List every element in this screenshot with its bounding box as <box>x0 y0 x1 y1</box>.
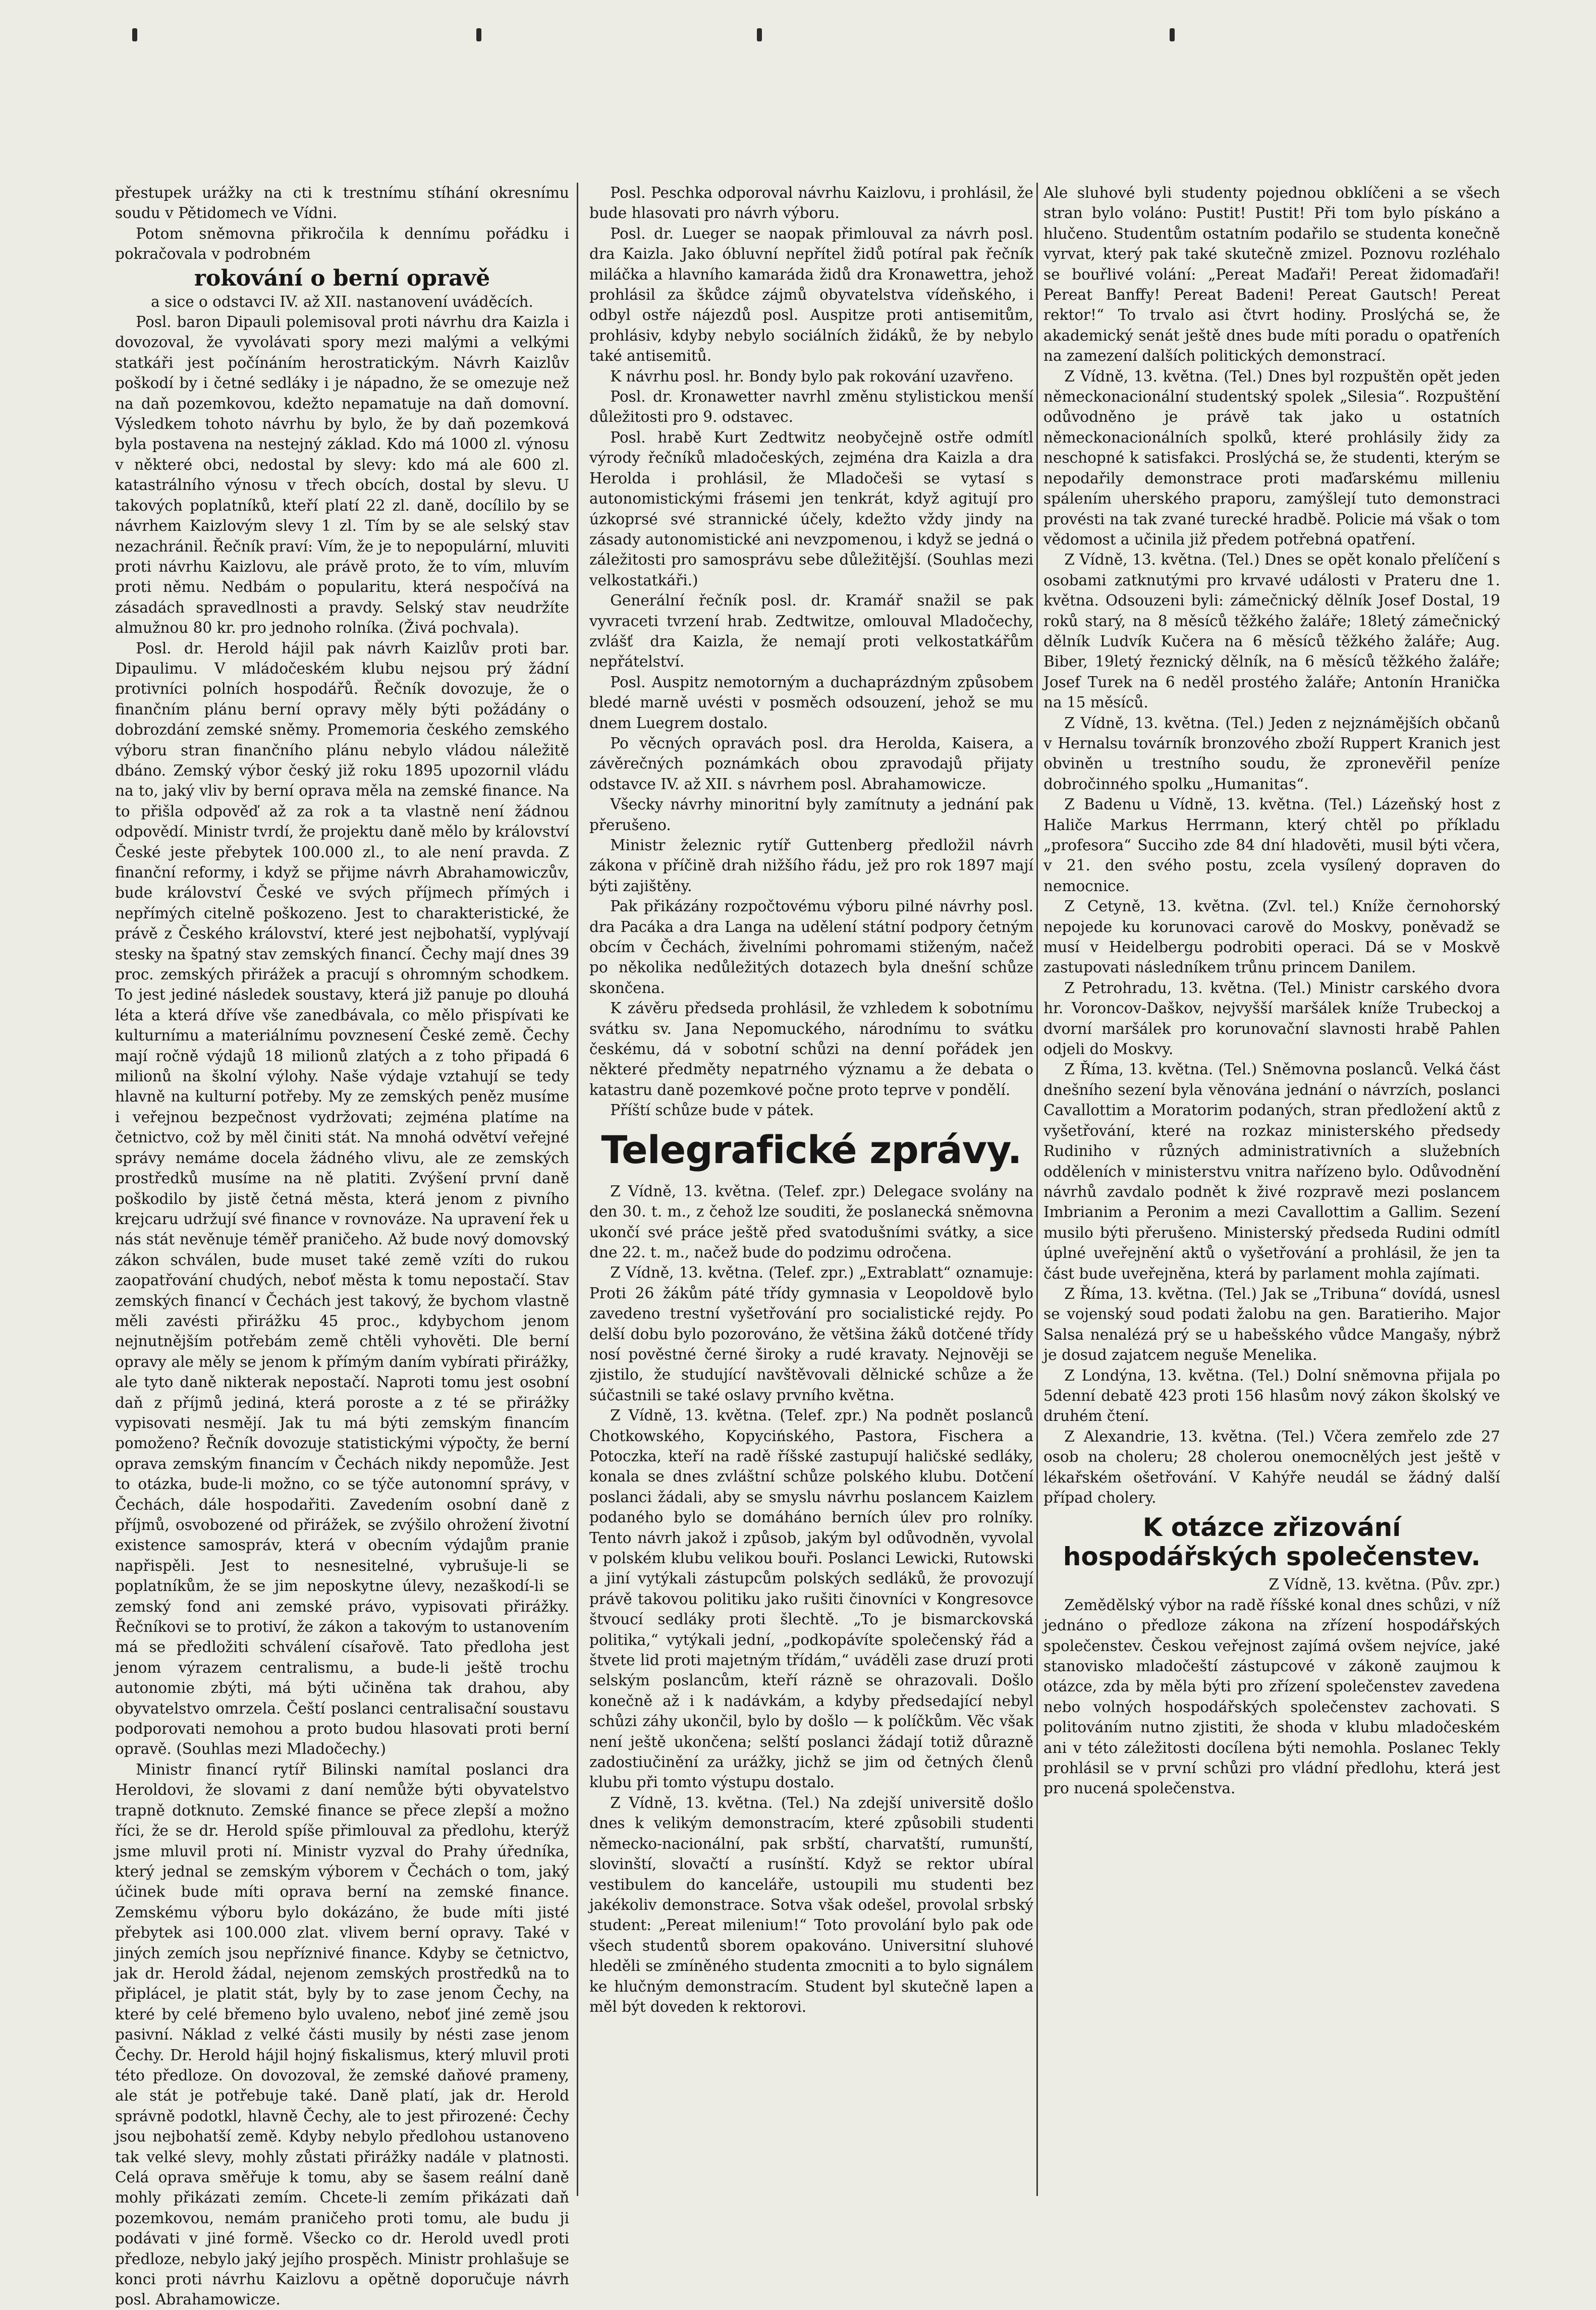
article-heading: K otázce zřizování hospodářských společenstev. <box>1063 1513 1481 1572</box>
paragraph: přestupek urážky na cti k trestnímu stíhání okresnímu soudu v Pětidomech ve Vídni. <box>115 184 569 222</box>
paragraph: K návrhu posl. hr. Bondy bylo pak rokování uzavřeno. <box>610 367 1014 385</box>
paragraph: Z Vídně, 13. května. (Telef. zpr.) Delegace svolány na den 30. t. m., z čehož lze souditi, že poslanecká sněmovna ukončí své práce ještě před svatodušními svátky, a sice dne 22. t. m., načež bude do podzimu odročena. <box>589 1182 1033 1261</box>
section-subheading: a sice o odstavci IV. až XII. nastanovení uváděcích. <box>151 293 533 310</box>
text-column-1 <box>115 183 569 2308</box>
paragraph: Posl. dr. Kronawetter navrhl změnu stylistickou menší důležitosti pro 9. odstavec. <box>589 388 1033 426</box>
text-column-3 <box>1043 183 1500 2196</box>
edge-mark <box>476 28 481 41</box>
edge-mark <box>757 28 762 41</box>
paragraph: Z Říma, 13. května. (Tel.) Jak se „Tribuna“ dovídá, usnesl se vojenský soud podati žalobu na gen. Baratieriho. Major Salsa nenalézá prý se u habešského vůdce Mangašy, nýbrž je dosud zajatcem neguše Menelika. <box>1043 1285 1500 1364</box>
paragraph: Z Petrohradu, 13. května. (Tel.) Ministr carského dvora hr. Voroncov-Daškov, nejvyšší maršálek kníže Trubeckoj a dvorní maršálek pro korunovační slavnosti hrabě Pahlen odjeli do Moskvy. <box>1043 979 1500 1058</box>
section-heading: rokování o berní opravě <box>194 265 490 291</box>
paragraph: Po věcných opravách posl. dra Herolda, Kaisera, a závěrečných poznámkách obou zpravodajů přijaty odstavce IV. až XII. s návrhem posl. Abrahamowicze. <box>589 734 1033 793</box>
paragraph: Generální řečník posl. dr. Kramář snažil se pak vyvraceti tvrzení hrab. Zedtwitze, omlouval Mladočechy, zvlášť dra Kaizla, že nemají proti velkostatkářům nepřátelství. <box>589 592 1033 671</box>
paragraph: Z Cetyně, 13. května. (Zvl. tel.) Kníže černohorský nepojede ku korunovaci carově do Moskvy, poněvadž se musí v Heidelbergu podrobiti operaci. Dá se v Moskvě zastupovati následníkem trůnu princem Danilem. <box>1043 898 1500 976</box>
article-dateline: Z Vídně, 13. května. (Pův. zpr.) <box>1269 1576 1500 1593</box>
paragraph: Posl. dr. Herold hájil pak návrh Kaizlův proti bar. Dipaulimu. V mládočeském klubu nejsou prý žádní protivníci polních hospodářů. Řečník dovozuje, že o finančním plánu berní opravy měly býti požádány o dobrozdání zemské sněmy. Promemoria českého zemského výboru stran finančního plánu nebylo vládou náležitě dbáno. Zemský výbor český již roku 1895 upozornil vládu na to, jaký vliv by berní oprava měla na zemské finance. Na to přišla odpověď až za rok a ta vlastně není žádnou odpovědí. Ministr tvrdí, že projektu daně mělo by království České jeste přebytek 100.000 zl., to ale není pravda. Z finanční reformy, i když se přijme návrh Abrahamowiczův, bude království České ve svých příjmech přímých i nepřímých citelně poškozeno. Jest to charakteristické, že právě z Českého království, které jest nejbohatší, vyplývají stesky na špatný stav zemských financí. Čechy mají dnes 39 proc. zemských přirážek a pracují s ohromným schodkem. To jest jediné následek soustavy, která již panuje po dlouhá léta a která dříve vše zanedbávala, co mělo přispívati ke kulturnímu a materiálnímu povznesení České země. Čechy mají ročně výdajů 18 milionů zlatých a z toho připadá 6 milionů na školní výlohy. Naše výdaje vztahují se tedy hlavně na kulturní potřeby. My ze zemských peněz musíme i veřejnou bezpečnost vydržovati; zejména platíme na četnictvo, což by měl činiti stát. Na mnohá odvětví veřejné správy nemáme docela žádného vlivu, ale ze zemských prostředků musíme na ně platiti. Zvýšení první daně poškodilo by jistě četná města, která jenom z pivního krejcaru udržují své finance v rovnováze. Na upravení řek u nás stát nevěnuje téměř praničeho. Až bude nový domovský zákon schválen, bude muset také země vzíti do rukou zaopatřování chudých, neboť města k tomu nepostačí. Stav zemských financí v Čechách jest takový, že bychom vlastně měli zavésti přirážku 45 proc., kdybychom jenom nejnutnějším potřebám země chtěli vyhověti. Dle berní opravy ale měly se jenom k přímým daním vybírati přirážky, ale tyto daně nikterak nepostačí. Naproti tomu jest osobní daň z příjmů jediná, která poroste a z té se přirážky vypisovati nesmějí. Jak tu má býti zemským financím pomoženo? Řečník dovozuje statistickými výpočty, že berní oprava zemským financím v Čechách nikdy nepomůže. Jest to otázka, bude-li možno, co se týče autonomní správy, v Čechách, dále hospodařiti. Zavedením osobní daně z příjmů, osvobozené od přirážek, se zvýšilo ohrožení životní existence samospráv, která v obecním výdajům pranie napřispěli. Jest to nesnesitelné, vybrušuje-li se poplatníkům, že se jim neposkytne úlevy, nezaškodí-li se zemský fond ani zemské právo, vypisovati přirážky. Řečníkovi se to protiví, že zákon a takovým to ustanovením má se předložiti schválení císařově. Tato předloha jest jenom výrazem centralismu, a bude-li ještě trochu autonomie zbýti, má býti učiněna tak drahou, aby obyvatelstvo omrzela. Čeští poslanci centralisační soustavu podporovati nemohou a proto budou hlasovati proti berní opravě. (Souhlas mezi Mladočechy.) <box>115 639 569 1758</box>
paragraph: Posl. baron Dipauli polemisoval proti návrhu dra Kaizla i dovozoval, že vyvolávati spory mezi malými a velkými statkáři jest počínáním herostratickým. Návrh Kaizlův poškodí by i četné sedláky i je nápadno, že se omezuje než na daň pozemkovou, kdežto nepamatuje na daň domovní. Výsledkem tohoto návrhu by bylo, že by daň pozemková byla postavena na nestejný základ. Kdo má 1000 zl. výnosu v některé obci, nedostal by slevy: kdo má ale 600 zl. katastrálního výnosu v třech obcích, dostal by slevu. U takových poplatníků, kteří platí 22 zl. daně, docílilo by se návrhem Kaizlovým slevy 1 zl. Tím by se ale selský stav nezachránil. Řečník praví: Vím, že je to nepopulární, mluviti proti návrhu Kaizlovu, ale právě proto, že to vím, mluvím proti němu. Nedbám o popularitu, která nespočívá na zásadách spravedlnosti a pravdy. Selský stav neudržíte almužnou 80 kr. pro jednoho rolníka. (Živá pochvala). <box>115 313 569 637</box>
edge-mark <box>132 28 137 41</box>
paragraph: Ale sluhové byli studenty pojednou obklíčeni a se všech stran bylo voláno: Pustit! Pustit! Při tom bylo pískáno a hlučeno. Studentům ostatním podařilo se studenta konečně vyrvat, který pak také skutečně zmizel. Poznovu rozléhalo se bouřlivé volání: „Pereat Maďaři! Pereat židomaďaři! Pereat Banffy! Pereat Badeni! Pereat Gautsch! Pereat rektor!“ To trvalo asi čtvrt hodiny. Proslýchá se, že akademický senát ještě dnes bude míti poradu o opatřeních na zamezení dalších politických demonstrací. <box>1043 184 1500 365</box>
paragraph: Posl. Auspitz nemotorným a duchaprázdným způsobem bledé marně uvésti v posměch odsouzení, jehož se mu dnem Luegrem dostalo. <box>589 673 1033 732</box>
paragraph: Příští schůze bude v pátek. <box>610 1102 814 1119</box>
paragraph: Z Vídně, 13. května. (Tel.) Na zdejší universitě došlo dnes k velikým demonstracím, které způsobili studenti německo-nacionální, pak srbští, charvatští, rumunští, slovinští, slovačtí a rusínští. Když se rektor ubíral vestibulem do kanceláře, ustoupili mu studenti bez jakékoliv demonstrace. Sotva však odešel, provolal srbský student: „Pereat milenium!“ Toto provolání bylo pak ode všech studentů sborem opakováno. Universitní sluhové hleděli se zmíněného studenta zmocniti a to bylo signálem ke hlučným demonstracím. Student byl skutečně lapen a měl být doveden k rektorovi. <box>589 1794 1033 2015</box>
paragraph: Posl. dr. Lueger se naopak přimlouval za návrh posl. dra Kaizla. Jako óbluvní nepřítel židů potíral pak řečník miláčka a hlavního kamaráda židů dra Kronawettra, jehož prohlásil za škůdce zájmů obyvatelstva vídeňského, i odbyl ostře nájezdů posl. Auspitze proti antisemitům, prohlásiv, kdyby nebylo sociálních židáků, že by nebylo také antisemitů. <box>589 225 1033 365</box>
paragraph: Zemědělský výbor na radě říšské konal dnes schůzi, v níž jednáno o předloze zákona na zřízení hospodářských společenstev. Českou veřejnost zajímá ovšem nejvíce, jaké stanovisko mladočeští zástupcové v zákoně zaujmou k otázce, zda by měla býti pro zřízení společenstev zavedena nebo volných hospodářských společenstev zachovati. S politováním nutno zjistiti, že shoda v klubu mladočeském ani v této záležitosti docílena býti nemohla. Poslanec Tekly prohlásil se v první schůzi pro vládní předlohu, která jest pro nucená společenstva. <box>1043 1596 1500 1797</box>
column-rule <box>1036 183 1038 2196</box>
paragraph: Pak přikázány rozpočtovému výboru pilné návrhy posl. dra Pacáka a dra Langa na udělení státní podpory četným obcím v Čechách, živelními pohromami stiženým, načež po několika nedůležitých dotazech byla dnešní schůze skončena. <box>589 898 1033 997</box>
paragraph: Z Vídně, 13. května. (Telef. zpr.) „Extrablatt“ oznamuje: Proti 26 žákům páté třídy gymnasia v Leopoldově bylo zavedeno trestní vyšetřování pro socialistické rejdy. Po delší dobu bylo pozorováno, že většina žáků dotčené třídy nosí pověstné černé široky a rudé kravaty. Nejnověji se zjistilo, že studující navštěvovali dělnické schůze a že súčastnili se také oslavy prvního května. <box>589 1264 1033 1404</box>
paragraph: Ministr financí rytíř Bilinski namítal poslanci dra Heroldovi, že slovami z daní nemůže býti obyvatelstvo trapně dotknuto. Zemské finance se přece zlepší a možno říci, že se dr. Herold spíše přimlouval za předlohu, kterýž jsme mluvil proti ní. Ministr vyzval do Prahy úředníka, který jednal se zemským výborem v Čechách o tom, jaký účinek bude míti oprava berní na zemské finance. Zemskému výboru bylo dokázáno, že bude míti jisté přebytek asi 100.000 zlat. vlivem berní opravy. Také v jiných zemích jsou nepříznivé finance. Kdyby se četnictvo, jak dr. Herold žádal, nejenom zemských prostředků na to připlácel, je platit stát, byly by to zase jenom Čechy, na které by celé břemeno bylo uvaleno, neboť jiné země jsou pasivní. Náklad z velké části musily by nésti zase jenom Čechy. Dr. Herold hájil hojný fiskalismus, který mluvil proti této předloze. On dovozoval, že zemské daňové prameny, ale stát je potřebuje také. Daně platí, jak dr. Herold správně podotkl, hlavně Čechy, ale to jest přirozené: Čechy jsou nejbohatší země. Kdyby nebylo předlohou ustanoveno tak velké slevy, mohly zůstati přirážky nadále v platnosti. Celá oprava směřuje k tomu, aby se šasem reální daně mohly přikázati zemím. Chcete-li zemím přikázati daň pozemkovou, nemám praničeho proti tomu, ale budu ji podávati v jiné formě. Všecko co dr. Herold uvedl proti předloze, nebylo jaký jejího prospěch. Ministr prohlašuje se konci proti návrhu Kaizlovu a opětně doporučuje návrh posl. Abrahamowicze. <box>115 1761 569 2308</box>
paragraph: Posl. Peschka odporoval návrhu Kaizlovu, i prohlásil, že bude hlasovati pro návrh výboru. <box>589 184 1033 222</box>
paragraph: Potom sněmovna přikročila k dennímu pořádku i pokračovala v podrobném <box>115 225 569 263</box>
telegrams-heading: Telegrafické zprávy. <box>601 1127 1022 1172</box>
column-rule <box>577 183 578 2196</box>
top-edge-marks <box>0 0 1596 61</box>
paragraph: Z Vídně, 13. května. (Tel.) Jeden z nejznámějších občanů v Hernalsu továrník bronzového zboží Ruppert Kranich jest obviněn u trestního soudu, že zpronevěřil peníze dobročinného spolku „Humanitas“. <box>1043 714 1500 793</box>
paragraph: Posl. hrabě Kurt Zedtwitz neobyčejně ostře odmítl výrody řečníků mladočeských, zejména dra Kaizla a dra Herolda i prohlásil, že Mladočeši se vytasí s autonomistickými frásemi jen tenkrát, když agitují pro úzkoprsé své strannické účely, kdežto vždy jindy na zásady autonomistické ani nevzpomenou, i když se jedná o záležitosti pro samosprávu sebe důležitější. (Souhlas mezi velkostatkáři.) <box>589 428 1033 589</box>
text-column-2 <box>589 183 1033 2196</box>
paragraph: Z Říma, 13. května. (Tel.) Sněmovna poslanců. Velká část dnešního sezení byla věnována jednání o návrzích, poslanci Cavallottim a Moratorim podaných, stran předložení aktů z vyšetřování, které na rozkaz ministerského předsedy Rudiniho v různých administrativních a služebních odděleních v ministerstvu vnitra nařízeno bylo. Odůvodnění návrhů zavdalo podnět k živé rozpravě mezi poslancem Imbrianim a Peronim a mezi Cavallottim a Gallim. Sezení musilo býti přerušeno. Ministerský předseda Rudini odmítl úplné uveřejnění aktů o vyšetřování a prohlásil, že jen ta část bude uveřejněna, která by parlament mohla zajímati. <box>1043 1061 1500 1282</box>
paragraph: K závěru předseda prohlásil, že vzhledem k sobotnímu svátku sv. Jana Nepomuckého, národnímu to svátku českému, dá v sobotní schůzi na denní pořádek jen některé předměty nepatrného významu a že debata o katastru daně pozemkové počne proto teprve v pondělí. <box>589 1000 1033 1098</box>
paragraph: Z Badenu u Vídně, 13. května. (Tel.) Lázeňský host z Haliče Markus Herrmann, který chtěl po příkladu „profesora“ Succiho zde 84 dní hladověti, musil býti včera, v 21. den svého postu, zcela vysílený dopraven do nemocnice. <box>1043 796 1500 895</box>
paragraph: Z Londýna, 13. května. (Tel.) Dolní sněmovna přijala po 5denní debatě 423 proti 156 hlasům nový zákon školský ve druhém čtení. <box>1043 1366 1500 1425</box>
paragraph: Ministr železnic rytíř Guttenberg předložil návrh zákona v příčině drah nižšího řádu, jež pro rok 1897 mají býti zajištěny. <box>589 837 1033 895</box>
paragraph: Všecky návrhy minoritní byly zamítnuty a jednání pak přerušeno. <box>589 796 1033 834</box>
paragraph: Z Alexandrie, 13. května. (Tel.) Včera zemřelo zde 27 osob na choleru; 28 cholerou onemocnělých jest ještě v lékařském ošetřování. V Kahýře neudál se žádný další případ cholery. <box>1043 1427 1500 1506</box>
paragraph: Z Vídně, 13. května. (Tel.) Dnes se opět konalo přelíčení s osobami zatknutými pro krvavé události v Prateru dne 1. května. Odsouzeni byli: zámečnický dělník Josef Dostal, 19 roků starý, na 8 měsíců těžkého žaláře; 18letý zámečnický dělník Ludvík Kučera na 6 měsíců těžkého žaláře; Aug. Biber, 19letý řeznický dělník, na 6 měsíců těžkého žaláře; Josef Turek na 6 neděl prostého žaláře; Antonín Hranička na 15 měsíců. <box>1043 551 1500 711</box>
edge-mark <box>1170 28 1175 41</box>
paragraph: Z Vídně, 13. května. (Tel.) Dnes byl rozpuštěn opět jeden německonacionální studentský spolek „Silesia“. Rozpuštění odůvodněno je právě tak jako u ostatních německonacionálních spolků, které prohlásily židy za neschopné k satisfakci. Proslýchá se, že studenti, kterým se nepodařily demonstrace proti maďarskému milleniu spálením uherského praporu, zamýšlejí tuto demonstraci provésti na tak zvané turecké hradbě. Policie má však o tom vědomost a učinila již předem potřebná opatření. <box>1043 367 1500 548</box>
paragraph: Z Vídně, 13. května. (Telef. zpr.) Na podnět poslanců Chotkowského, Kopycińského, Pastora, Fischera a Potoczka, kteří na radě říšské zastupují haličské sedláky, konala se dnes zvláštní schůze polského klubu. Dotčení poslanci žádali, aby se smyslu návrhu poslancem Kaizlem podaného bylo se domáháno berních úlev pro rolníky. Tento návrh jakož i způsob, jakým byl odůvodněn, vyvolal v polském klubu velikou bouři. Poslanci Lewicki, Rutowski a jiní vytýkali zástupcům polských sedláků, že provozují právě takovou politiku jako rušiti činovníci v Kongresovce štvoucí sedláky proti šlechtě. „To je bismarckovská politika,“ vytýkali jední, „podkopávíte společenský řád a štvete lid proti majetným třídám,“ uváděli zase druzí proti selským poslancům, kteří rázně se ohrazovali. Došlo konečně až i k nadávkám, a kdyby předsedající nebyl schůzi záhy ukončil, bylo by došlo — k políčkům. Věc však není ještě ukončena; selští poslanci žádají totiž důrazně zadostiučinění za urážky, jichž se jim od četných členů klubu při tomto výstupu dostalo. <box>589 1407 1033 1791</box>
